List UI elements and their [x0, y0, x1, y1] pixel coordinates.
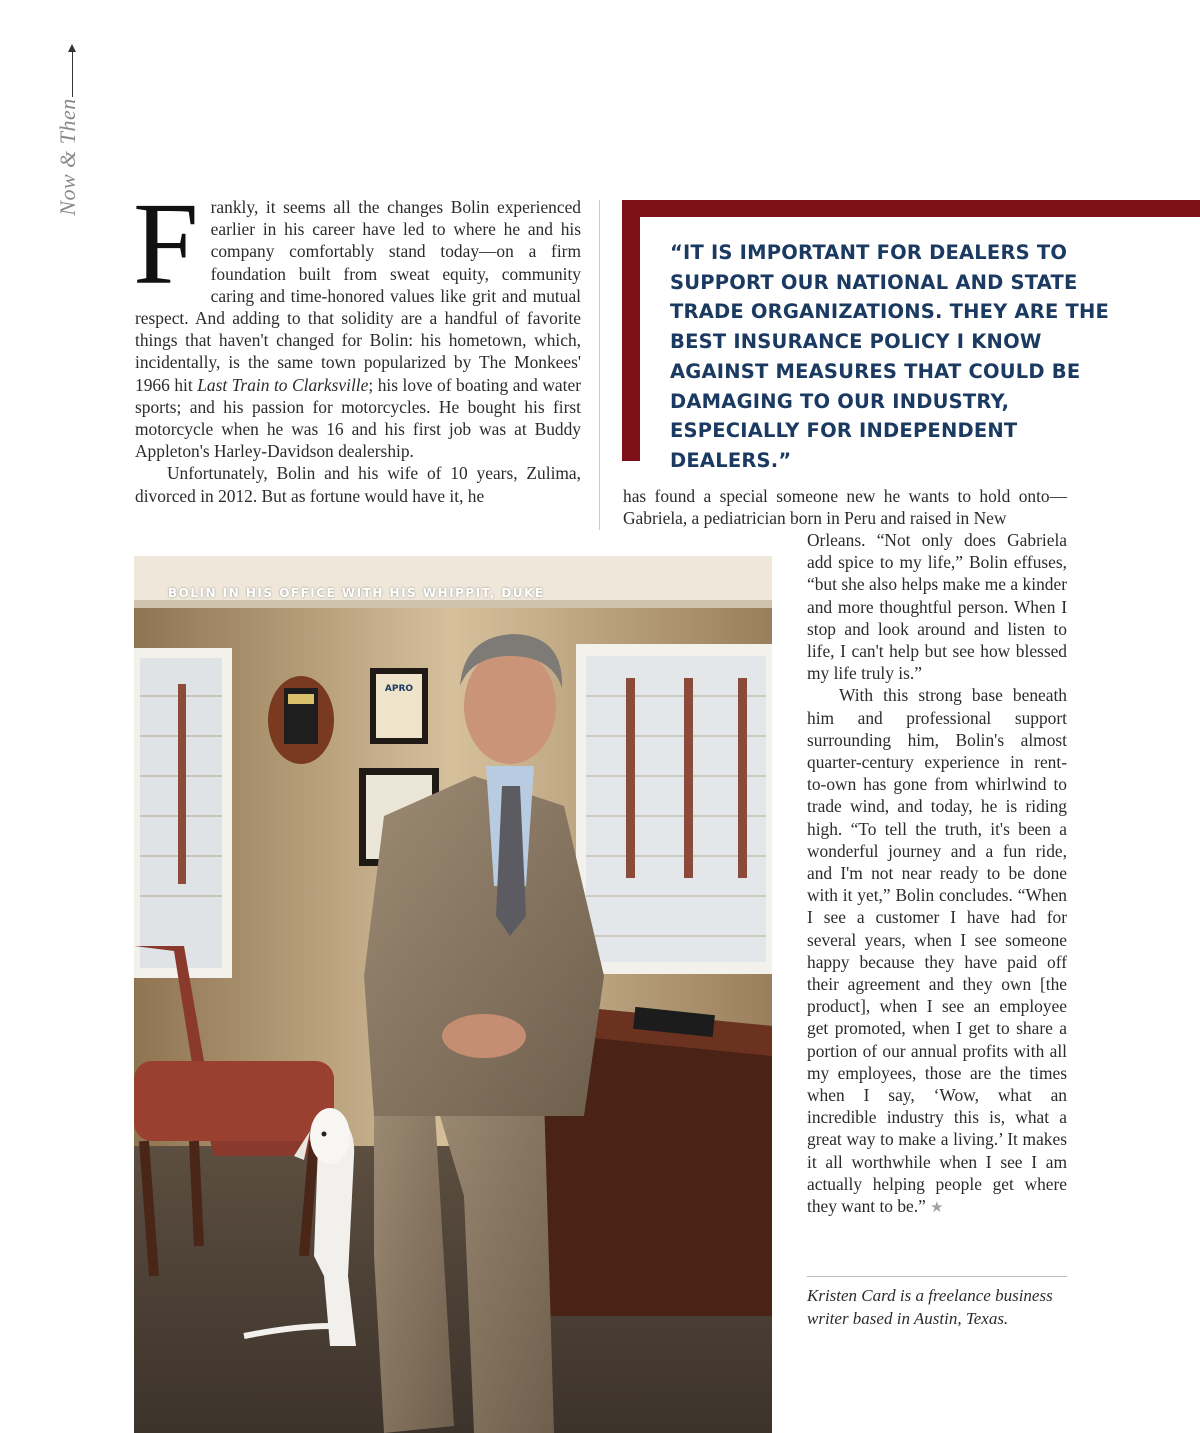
- paragraph-text: With this strong base beneath him and professional support surrounding him, Bolin's almost quarter-century experience in rent-to-own has gone from whirlwind to trade wind, and today, he is riding high. “To tell the truth, it's been a wonderful journey and a fun ride, and I'm not near ready to be done with it yet,” Bolin concludes. “When I see a customer I have had for several years, when I see someone happy because they have paid off their agreement and they own [the product], when I see an employee get promoted, when I get to share a portion of our annual profits with all my employees, those are the times when I say, ‘Wow, what an incredible industry this is, what a great way to make a living.’ It makes it all worthwhile when I see I am actually helping people get where they want to be.”: [807, 685, 1067, 1217]
- article-paragraph: Orleans. “Not only does Gabriela add spice to my life,” Bolin effuses, “but she also helps make me a kinder and more thoughtful person. When I stop and look around and listen to life, I can't help but see how blessed my life truly is.”: [807, 530, 1067, 684]
- photo-illustration: [134, 556, 772, 1433]
- byline-divider: [807, 1276, 1067, 1277]
- pull-quote-top-bar: [622, 200, 1200, 217]
- article-paragraph: Unfortunately, Bolin and his wife of 10 years, Zulima, divorced in 2012. But as fortune would have it, he: [135, 463, 581, 506]
- paragraph-text: rankly, it seems all the changes Bolin experienced earlier in his career have led to where he and his company comfortably stand today—on a firm foundation built from sweat equity, community caring and time-honored values like grit and mutual respect. And adding to that solidity are a handful of favorite things that haven't changed for Bolin: his hometown, which, incidentally, is the same town popularized by The Monkees' 1966 hit: [135, 197, 581, 395]
- article-paragraph: [133, 178, 581, 462]
- article-column-middle: [623, 485, 1067, 529]
- office-photo: [134, 556, 772, 1433]
- running-head: [34, 44, 94, 214]
- article-paragraph: has found a special someone new he wants to hold onto—Gabriela, a pediatrician born in Peru and raised in New: [623, 486, 1067, 529]
- end-mark-star-icon: ★: [930, 1200, 944, 1217]
- column-divider: [599, 200, 600, 530]
- pull-quote: [622, 200, 1200, 472]
- author-byline: Kristen Card is a freelance business writer based in Austin, Texas.: [807, 1286, 1053, 1328]
- article-column-left: [133, 178, 581, 507]
- section-label: Now & Then: [55, 98, 80, 216]
- plaque-label: APRO: [384, 684, 414, 694]
- drop-cap: F: [133, 178, 199, 309]
- pull-quote-text: “IT IS IMPORTANT FOR DEALERS TO SUPPORT OUR NATIONAL AND STATE TRADE ORGANIZATIONS. THEY ARE THE BEST INSURANCE POLICY I KNOW AGAINST MEASURES THAT COULD BE DAMAGING TO OUR INDUSTRY, ESPECIALLY FOR INDEPENDENT DEALERS.”: [670, 241, 1109, 472]
- song-title: Last Train to Clarksville: [197, 374, 369, 395]
- article-paragraph: [807, 684, 1067, 1219]
- article-column-right: [807, 529, 1067, 1219]
- photo-caption: BOLIN IN HIS OFFICE WITH HIS WHIPPIT, DUKE: [168, 586, 545, 600]
- paragraph-text: ; his love of boating and water sports; and his passion for motorcycles. He bought his first motorcycle when he was 16 and his first job was at Buddy Appleton's Harley-Davidson dealership.: [135, 374, 581, 462]
- pull-quote-side-bar: [622, 200, 640, 461]
